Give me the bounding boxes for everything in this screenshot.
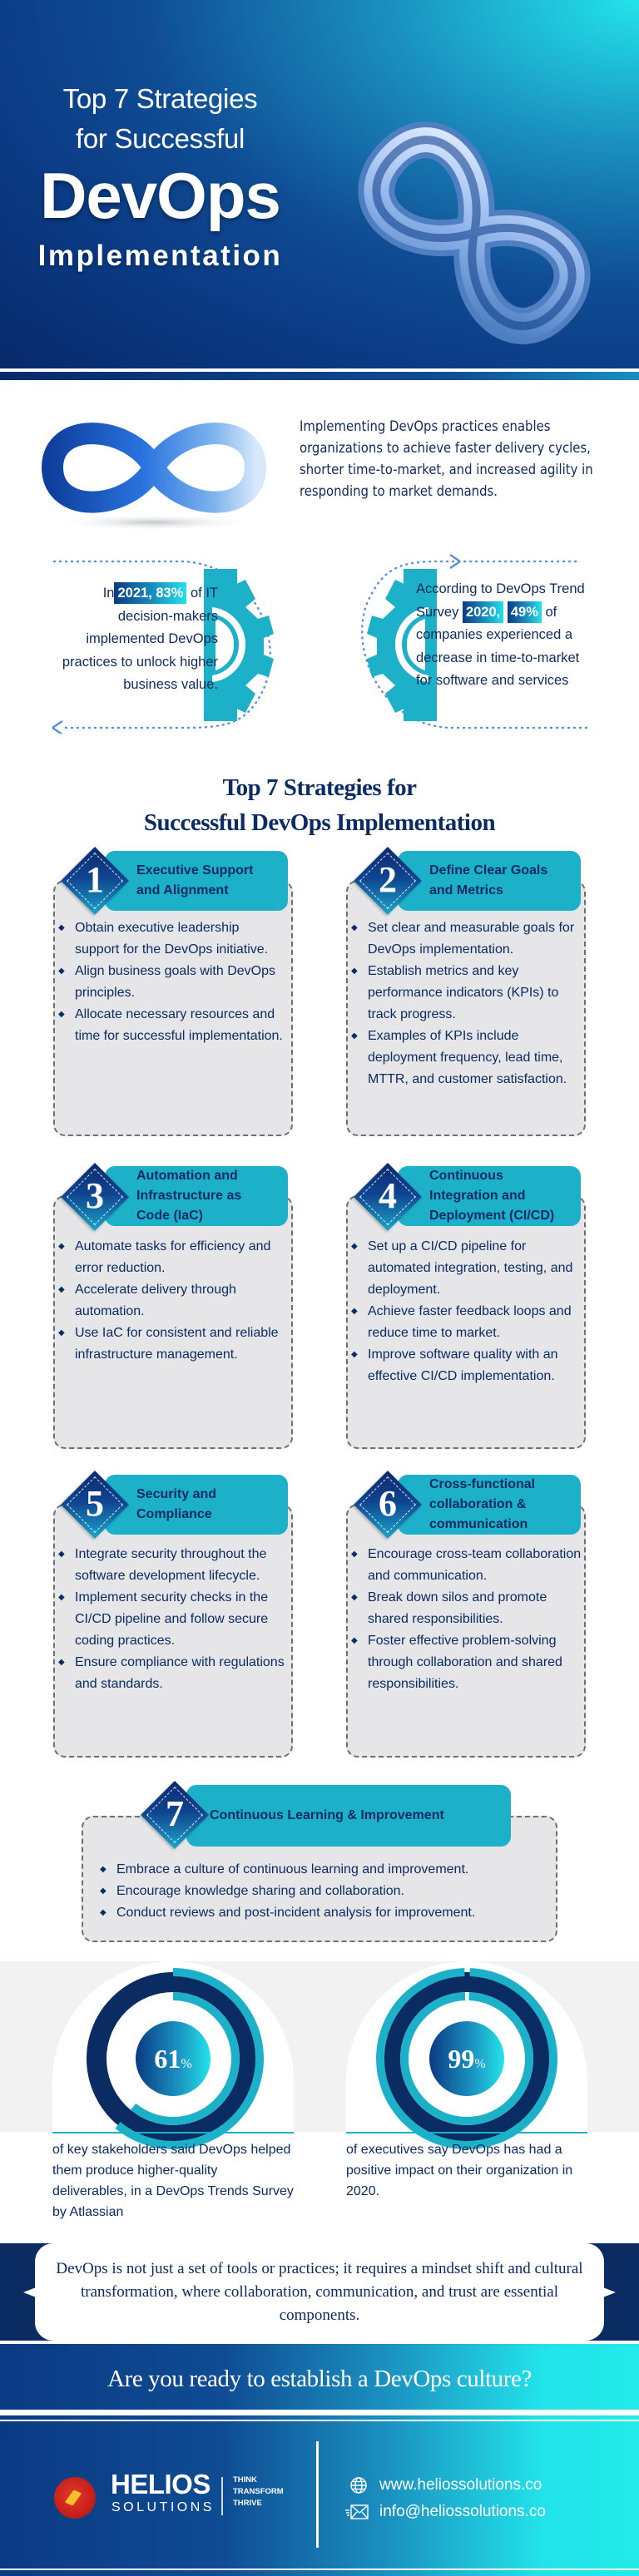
tagline-item: THINK bbox=[233, 2475, 258, 2485]
hero-subtitle: Implementation bbox=[37, 240, 283, 272]
intro-paragraph: Implementing DevOps practices enables organizations to achieve faster delivery cycles, shorter time-to-market, and increased agility in responding to market demands. bbox=[300, 418, 593, 499]
card-title: Executive Support bbox=[136, 863, 254, 878]
stat-value bbox=[136, 2021, 211, 2096]
divider bbox=[0, 2420, 639, 2421]
stat-highlight: 2021, 83% bbox=[114, 582, 186, 604]
strategies-heading bbox=[0, 770, 639, 840]
list-item: ◆ Align business goals with DevOps principles. bbox=[57, 961, 285, 1004]
strategy-number: 6 bbox=[379, 1483, 397, 1524]
list-item: ◆ Embrace a culture of continuous learning and improvement. bbox=[98, 1859, 547, 1881]
list-item: ◆ Integrate security throughout the software development lifecycle. bbox=[57, 1544, 290, 1587]
stat-prefix: According to DevOps Trend Survey bbox=[416, 581, 585, 620]
envelope-icon bbox=[344, 2503, 369, 2521]
divider bbox=[0, 372, 639, 380]
card-title: Infrastructure as bbox=[136, 1189, 242, 1203]
card-title: Automation and bbox=[136, 1169, 238, 1183]
website-link[interactable] bbox=[348, 2475, 542, 2495]
stat-text: of companies experienced a decrease in time-to-market for software and services bbox=[416, 604, 580, 688]
strategy-number: 5 bbox=[86, 1483, 104, 1524]
card-title: Code (IaC) bbox=[136, 1209, 203, 1223]
list-item: ◆ Foster effective problem-solving through collaboration and shared responsibilities. bbox=[349, 1630, 582, 1695]
strategy-number: 4 bbox=[379, 1175, 397, 1216]
card-title: Compliance bbox=[136, 1507, 212, 1521]
stat-unit: % bbox=[474, 2057, 486, 2071]
stat-2021 bbox=[50, 582, 218, 697]
divider bbox=[346, 2132, 587, 2133]
list-item: ◆ Break down silos and promote shared responsibilities. bbox=[349, 1587, 582, 1630]
divider bbox=[0, 2410, 639, 2415]
stat-prefix: In bbox=[102, 586, 115, 601]
list-item: ◆ Set clear and measurable goals for DevOps implementation. bbox=[349, 917, 582, 961]
hero-title: DevOps bbox=[40, 159, 280, 232]
list-item: ◆ Obtain executive leadership support for the DevOps initiative. bbox=[57, 917, 285, 961]
card-title: Integration and bbox=[429, 1189, 526, 1203]
helios-logo-icon bbox=[54, 2477, 96, 2519]
list-item: ◆ Conduct reviews and post-incident analysis for improvement. bbox=[98, 1902, 547, 1924]
brand-tagline bbox=[233, 2475, 284, 2509]
infinity-icon bbox=[37, 408, 270, 532]
card-title: and Metrics bbox=[429, 883, 503, 897]
stat-number: 99 bbox=[448, 2044, 475, 2074]
heading-line-1: Top 7 Strategies for bbox=[222, 774, 417, 801]
divider bbox=[316, 2441, 319, 2548]
strategy-number: 2 bbox=[379, 859, 397, 900]
stat-text: of IT decision-makers implemented DevOps practices to unlock higher business value. bbox=[62, 586, 218, 692]
card-title: and Alignment bbox=[136, 883, 229, 897]
heading-line-2: Successful DevOps Implementation bbox=[143, 809, 496, 836]
list-item: ◆ Allocate necessary resources and time for successful implementation. bbox=[57, 1004, 285, 1047]
card-title: Deployment (CI/CD) bbox=[429, 1209, 555, 1223]
divider bbox=[0, 2569, 639, 2570]
tagline-item: TRANSFORM bbox=[233, 2487, 284, 2496]
list-item: ◆ Establish metrics and key performance indicators (KPIs) to track progress. bbox=[349, 961, 582, 1026]
brand-subname: SOLUTIONS bbox=[111, 2500, 215, 2514]
website-text[interactable]: www.heliossolutions.co bbox=[379, 2476, 542, 2494]
list-item: ◆ Set up a CI/CD pipeline for automated integration, testing, and deployment. bbox=[349, 1236, 587, 1301]
card-title: Define Clear Goals bbox=[429, 863, 548, 878]
email-link[interactable] bbox=[344, 2502, 546, 2522]
card-title: Continuous bbox=[429, 1169, 503, 1183]
tagline-item: THRIVE bbox=[233, 2499, 262, 2508]
strategy-number: 3 bbox=[86, 1175, 104, 1216]
card-title: Continuous Learning & Improvement bbox=[210, 1808, 444, 1822]
email-text[interactable]: info@heliossolutions.co bbox=[379, 2503, 546, 2520]
strategy-number: 7 bbox=[166, 1793, 184, 1834]
list-item: ◆ Achieve faster feedback loops and reduce time to market. bbox=[349, 1301, 587, 1344]
list-item: ◆ Improve software quality with an effective CI/CD implementation. bbox=[349, 1344, 587, 1387]
brand-name: HELIOS bbox=[111, 2469, 211, 2499]
stat-description: of executives say DevOps has had a positive impact on their organization in 2020. bbox=[346, 2143, 573, 2198]
list-item: ◆ Automate tasks for efficiency and error reduction. bbox=[57, 1236, 290, 1279]
card-title: communication bbox=[429, 1517, 528, 1531]
stat-number: 61 bbox=[154, 2044, 181, 2074]
quote-text: DevOps is not just a set of tools or practices; it requires a mindset shift and cultural transformation, where collaboration, communication, and trust are essential components. bbox=[56, 2260, 583, 2324]
list-item: ◆ Ensure compliance with regulations and standards. bbox=[57, 1652, 290, 1695]
list-item: ◆ Encourage cross-team collaboration and communication. bbox=[349, 1544, 582, 1587]
cta-heading: Are you ready to establish a DevOps culture? bbox=[107, 2366, 532, 2392]
list-item: ◆ Accelerate delivery through automation. bbox=[57, 1279, 290, 1323]
globe-icon bbox=[348, 2476, 369, 2494]
stat-unit: % bbox=[181, 2057, 192, 2071]
list-item: ◆ Implement security checks in the CI/CD pipeline and follow secure coding practices. bbox=[57, 1587, 290, 1652]
hero-line-2: for Successful bbox=[75, 123, 245, 154]
stat-2020 bbox=[416, 578, 595, 693]
list-item: ◆ Use IaC for consistent and reliable infrastructure management. bbox=[57, 1323, 290, 1366]
card-title: Cross-functional bbox=[429, 1477, 536, 1491]
strategy-number: 1 bbox=[86, 859, 104, 900]
3d-infinity-loop-icon bbox=[333, 91, 616, 368]
card-title: collaboration & bbox=[429, 1497, 527, 1511]
divider bbox=[52, 2132, 294, 2133]
stat-value bbox=[429, 2021, 504, 2096]
list-item: ◆ Examples of KPIs include deployment frequency, lead time, MTTR, and customer satisfaction. bbox=[349, 1026, 582, 1090]
stat-description: of key stakeholders said DevOps helped them produce higher-quality deliverables, in a DevOps Trends Survey by Atlassian bbox=[52, 2143, 294, 2219]
hero-line-1: Top 7 Strategies bbox=[62, 83, 258, 114]
divider bbox=[221, 2477, 223, 2515]
stat-highlight-percent: 49% bbox=[508, 601, 542, 623]
stat-highlight-year: 2020, bbox=[463, 601, 503, 623]
list-item: ◆ Encourage knowledge sharing and collaboration. bbox=[98, 1881, 547, 1902]
hero-banner bbox=[0, 0, 639, 368]
card-title: Security and bbox=[136, 1487, 217, 1501]
